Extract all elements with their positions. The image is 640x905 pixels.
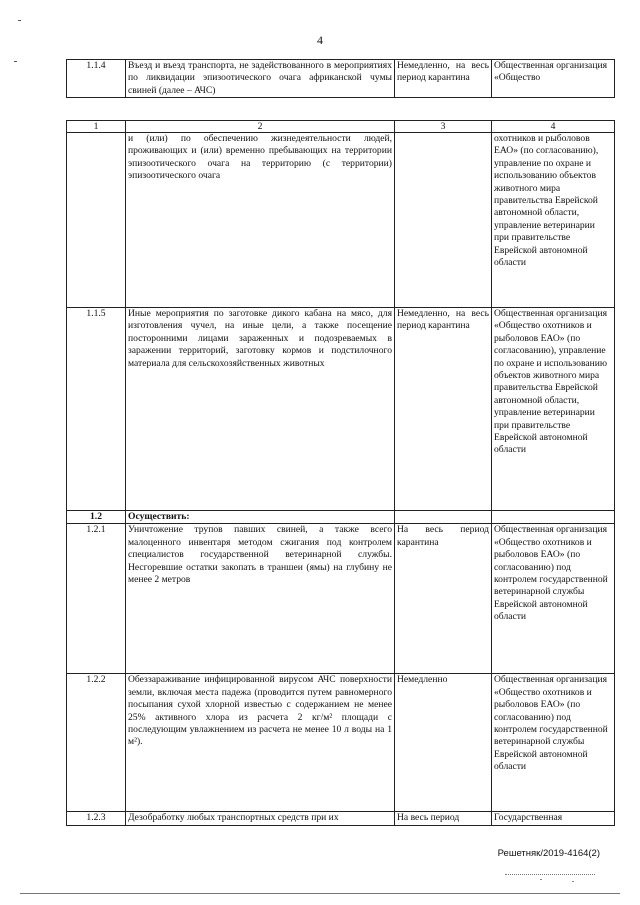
scan-speck (540, 879, 542, 880)
footer-dots (505, 874, 595, 877)
cell-measure: Иные мероприятия по заготовке дикого кабана на мясо, для изготовления чучел, на иные цели, а также посещение посторонними лицами зараженных и подозреваемых в заражении территорий, заготовку кормов и подстилочного материала для сельскохозяйственных животных (126, 308, 395, 511)
table-row (67, 308, 615, 511)
cell-responsible (492, 511, 615, 524)
page-number: 4 (317, 33, 323, 47)
cell-term: На весь период (395, 812, 492, 825)
cell-number: 1.1.5 (67, 308, 126, 511)
cell-responsible: Государственная (492, 812, 615, 825)
cell-term: Немедленно, на весь период карантина (395, 60, 492, 98)
cell-term: На весь период карантина (395, 524, 492, 674)
document-code: Решетняк/2019-4164(2) (497, 848, 600, 859)
cell-responsible: Общественная организация «Общество (492, 60, 615, 98)
table-row (67, 524, 615, 674)
scan-speck (572, 881, 574, 882)
cell-number: 1.2.1 (67, 524, 126, 674)
cell-measure: Обеззараживание инфицированной вирусом АЧС поверхности земли, включая места падежа (проводится путем равномерного посыпания сухой хлорной известью с содержанием не менее 25% активного хлора из расчета 2 кг/м² площади с последующим увлажнением из расчета не менее 10 л воды на 1 м²). (126, 674, 395, 812)
section-row (67, 511, 615, 524)
table-row (67, 133, 615, 308)
scan-edge-line (20, 893, 620, 894)
table-row (67, 60, 615, 98)
cell-responsible: охотников и рыболовов ЕАО» (по согласованию), управление по охране и использованию объектов животного мира правительства Еврейской автономной области, управление ветеринарии при правительстве Еврейской автономной области (492, 133, 615, 308)
cell-measure: Въезд и въезд транспорта, не задействованного в мероприятиях по ликвидации эпизоотического очага африканской чумы свиней (далее – АЧС) (126, 60, 395, 98)
cell-number: 1.1.4 (67, 60, 126, 98)
scan-mark (14, 61, 17, 62)
cell-number (67, 133, 126, 308)
cell-responsible: Общественная организация «Общество охотников и рыболовов ЕАО» (по согласованию) под контролем государственной ветеринарной службы Еврейской автономной области (492, 674, 615, 812)
cell-measure: и (или) по обеспечению жизнедеятельности людей, проживающих и (или) временно пребывающих на территории эпизоотического очага на территорию (с территории) эпизоотического очага (126, 133, 395, 308)
top-table (66, 59, 615, 98)
header-col-4: 4 (492, 121, 615, 133)
table-row (67, 674, 615, 812)
cell-measure: Уничтожение трупов павших свиней, а также всего малоценного инвентаря методом сжигания под контролем специалистов государственной ветеринарной службы. Несгоревшие остатки закопать в траншеи (ямы) на глубину не менее 2 метров (126, 524, 395, 674)
table-header-row (67, 121, 615, 133)
cell-term (395, 511, 492, 524)
cell-number: 1.2.3 (67, 812, 126, 825)
header-col-2: 2 (126, 121, 395, 133)
table-row (67, 812, 615, 825)
cell-responsible: Общественная организация «Общество охотников и рыболовов ЕАО» (по согласованию) под контролем государственной ветеринарной службы Еврейской автономной области (492, 524, 615, 674)
cell-term: Немедленно (395, 674, 492, 812)
cell-measure: Дезобработку любых транспортных средств при их (126, 812, 395, 825)
section-number: 1.2 (67, 511, 126, 524)
cell-term: Немедленно, на весь период карантина (395, 308, 492, 511)
header-col-1: 1 (67, 121, 126, 133)
section-title: Осуществить: (126, 511, 395, 524)
cell-term (395, 133, 492, 308)
scan-mark (18, 20, 21, 21)
header-col-3: 3 (395, 121, 492, 133)
cell-responsible: Общественная организация «Общество охотников и рыболовов ЕАО» (по согласованию), управление по охране и использованию объектов животного мира правительства Еврейской автономной области, управление ветеринарии при правительстве Еврейской автономной области (492, 308, 615, 511)
main-table (66, 120, 615, 826)
cell-number: 1.2.2 (67, 674, 126, 812)
